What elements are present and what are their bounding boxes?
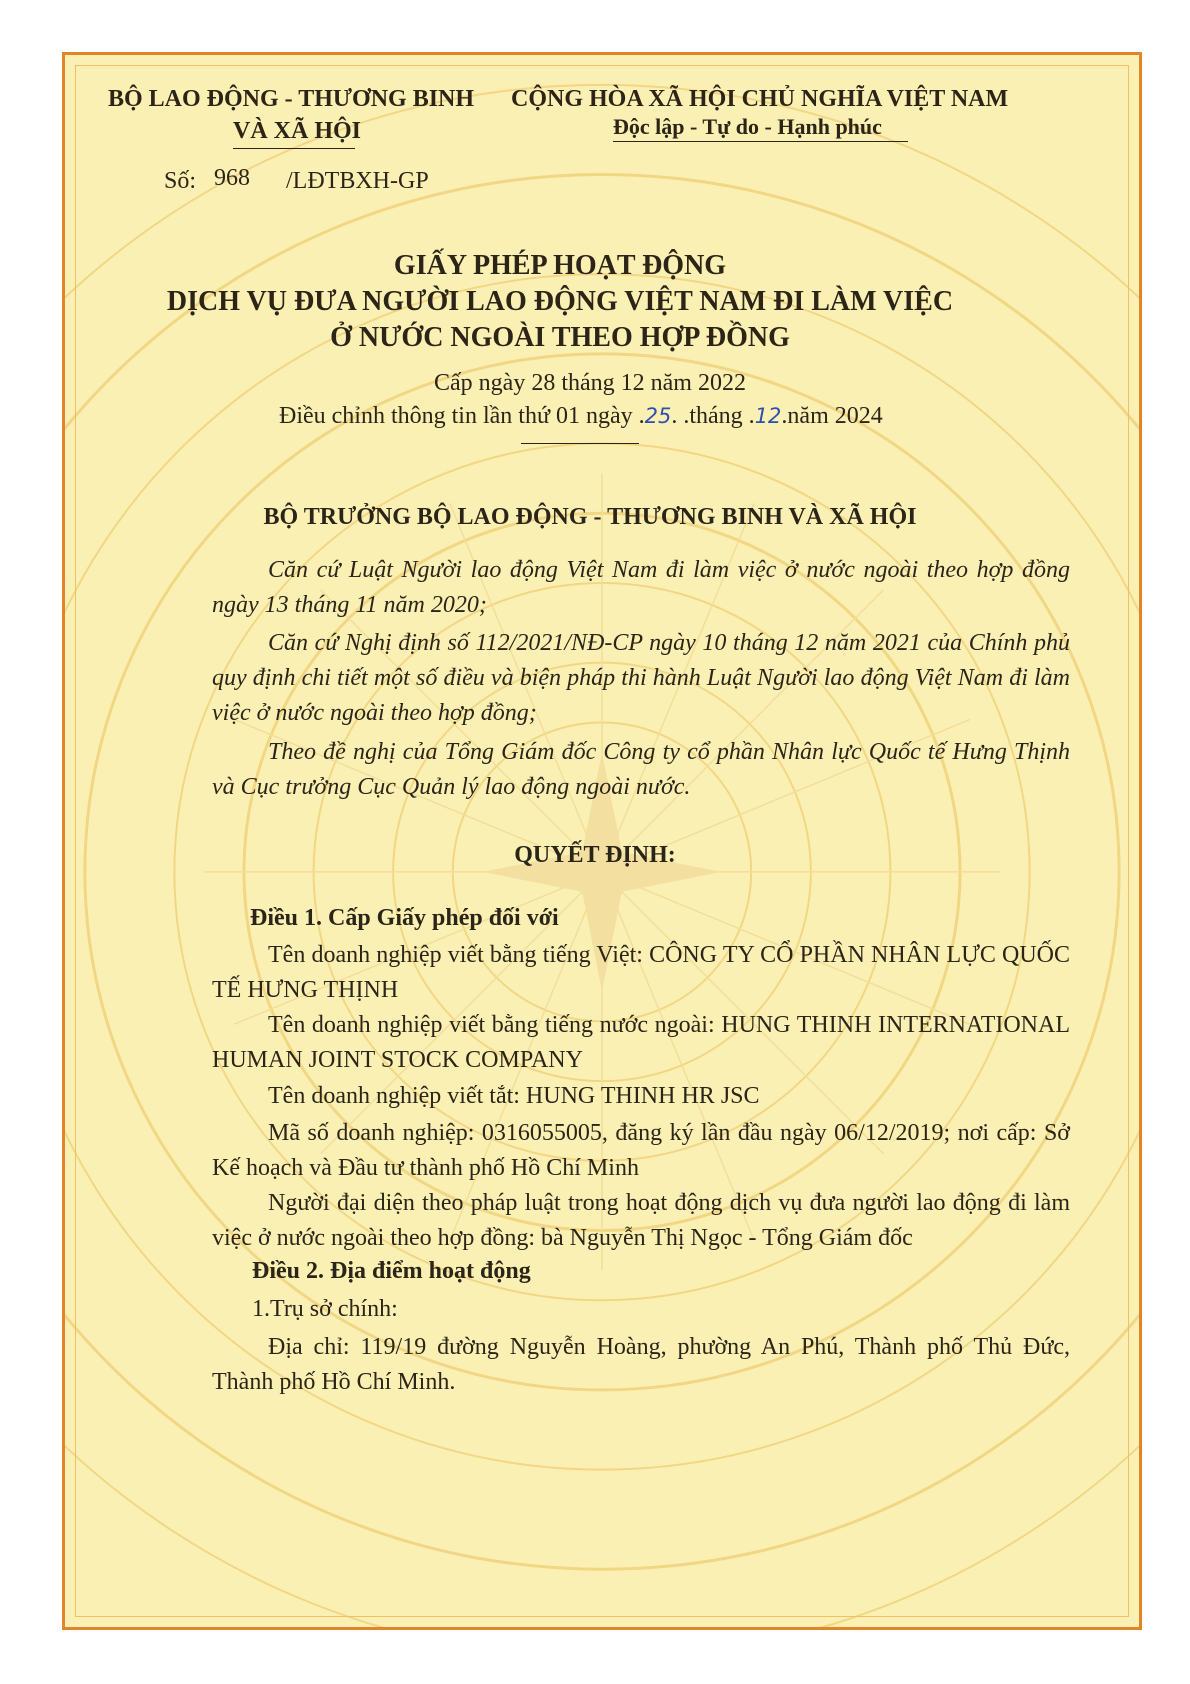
company-name-short: Tên doanh nghiệp viết tắt: HUNG THINH HR JSC bbox=[268, 1083, 760, 1109]
adjustment-prefix: Điều chỉnh thông tin lần thứ 01 ngày . bbox=[279, 403, 645, 429]
ministry-name-line1: BỘ LAO ĐỘNG - THƯƠNG BINH bbox=[108, 86, 475, 112]
title-line2: DỊCH VỤ ĐƯA NGƯỜI LAO ĐỘNG VIỆT NAM ĐI LÀM VIỆC bbox=[166, 286, 954, 317]
company-tax-code: Mã số doanh nghiệp: 0316055005, đăng ký lần đầu ngày 06/12/2019; nơi cấp: Sở Kế hoạch và Đầu tư thành phố Hồ Chí Minh bbox=[212, 1120, 1070, 1181]
document-number-label: Số: bbox=[164, 168, 197, 194]
document-number-suffix: /LĐTBXH-GP bbox=[286, 168, 429, 194]
ministry-underline bbox=[233, 148, 355, 149]
adjustment-mid: . .tháng . bbox=[671, 403, 755, 429]
title-line1: GIẤY PHÉP HOẠT ĐỘNG bbox=[393, 250, 727, 281]
article2-heading: Điều 2. Địa điểm hoạt động bbox=[252, 1258, 531, 1284]
dates-divider bbox=[521, 443, 639, 444]
decision-heading: QUYẾT ĐỊNH: bbox=[514, 842, 676, 868]
handwritten-day: 25 bbox=[644, 404, 672, 428]
adjustment-date bbox=[279, 403, 883, 430]
national-motto: Độc lập - Tự do - Hạnh phúc bbox=[613, 114, 882, 139]
ministry-name-line2: VÀ XÃ HỘI bbox=[233, 118, 362, 144]
legal-basis-proposal: Theo đề nghị của Tổng Giám đốc Công ty cổ phần Nhân lực Quốc tế Hưng Thịnh và Cục trưởng Cục Quản lý lao động ngoài nước. bbox=[212, 739, 1070, 800]
legal-basis-decree: Căn cứ Nghị định số 112/2021/NĐ-CP ngày 10 tháng 12 năm 2021 của Chính phủ quy định chi tiết một số điều và biện pháp thi hành Luật Người lao động Việt Nam đi làm việc ở nước ngoài theo hợp đồng; bbox=[212, 630, 1070, 726]
head-office-label: 1.Trụ sở chính: bbox=[252, 1296, 398, 1322]
article1-heading: Điều 1. Cấp Giấy phép đối với bbox=[250, 905, 559, 931]
handwritten-month: 12 bbox=[754, 404, 782, 428]
company-name-foreign: Tên doanh nghiệp viết bằng tiếng nước ngoài: HUNG THINH INTERNATIONAL HUMAN JOINT STOCK COMPANY bbox=[212, 1012, 1070, 1073]
issue-date: Cấp ngày 28 tháng 12 năm 2022 bbox=[434, 370, 746, 396]
title-line3: Ở NƯỚC NGOÀI THEO HỢP ĐỒNG bbox=[330, 322, 790, 353]
document-number-value: 968 bbox=[214, 165, 250, 191]
adjustment-suffix: .năm 2024 bbox=[781, 403, 883, 429]
motto-underline bbox=[613, 141, 908, 142]
legal-basis-law: Căn cứ Luật Người lao động Việt Nam đi làm việc ở nước ngoài theo hợp đồng ngày 13 tháng 11 năm 2020; bbox=[212, 557, 1070, 618]
head-office-address: Địa chỉ: 119/19 đường Nguyễn Hoàng, phường An Phú, Thành phố Thủ Đức, Thành phố Hồ Chí Minh. bbox=[212, 1334, 1070, 1395]
company-name-vietnamese: Tên doanh nghiệp viết bằng tiếng Việt: CÔNG TY CỔ PHẦN NHÂN LỰC QUỐC TẾ HƯNG THỊNH bbox=[212, 942, 1070, 1003]
legal-representative: Người đại diện theo pháp luật trong hoạt động dịch vụ đưa người lao động đi làm việc ở nước ngoài theo hợp đồng: bà Nguyễn Thị Ngọc - Tổng Giám đốc bbox=[212, 1190, 1070, 1251]
republic-name: CỘNG HÒA XÃ HỘI CHỦ NGHĨA VIỆT NAM bbox=[511, 86, 1009, 112]
issuing-authority: BỘ TRƯỞNG BỘ LAO ĐỘNG - THƯƠNG BINH VÀ XÃ HỘI bbox=[263, 504, 917, 530]
